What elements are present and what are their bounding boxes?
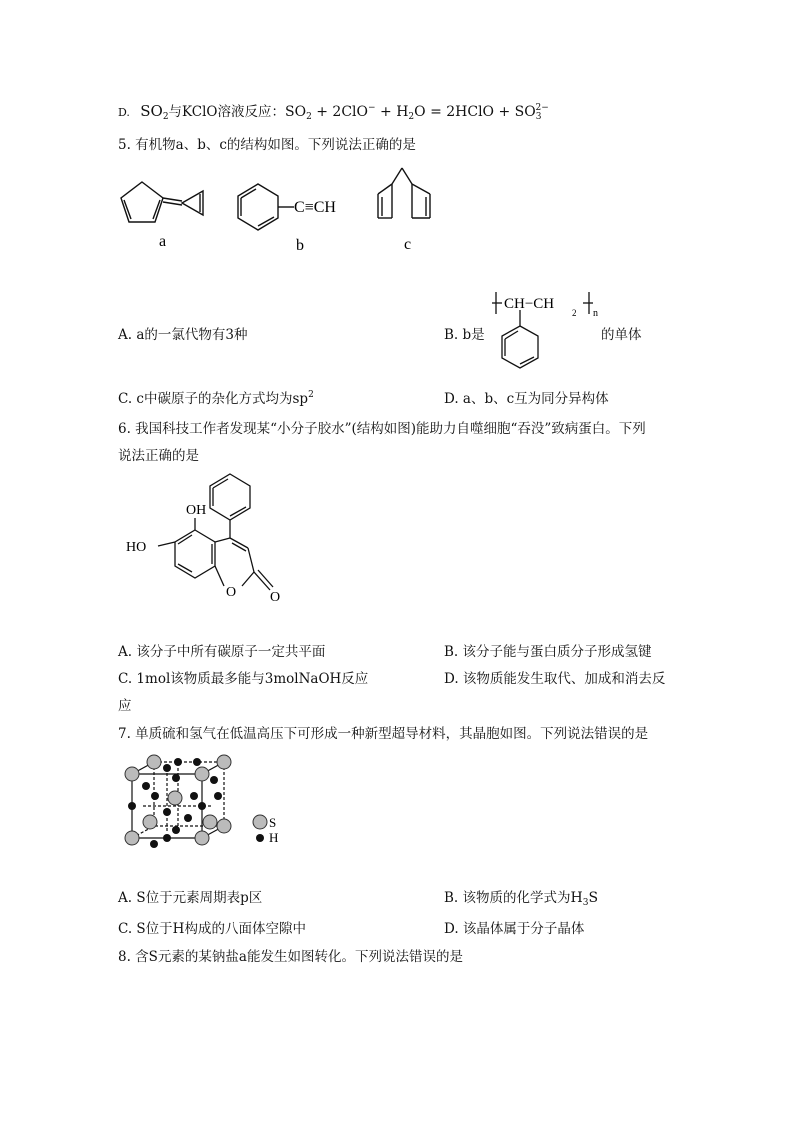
oh-label-top: OH xyxy=(186,503,207,518)
q6-option-b: B. 该分子能与蛋白质分子形成氢键 xyxy=(444,644,652,660)
q6-molecule xyxy=(120,470,300,610)
q6-option-a: A. 该分子中所有碳原子一定共平面 xyxy=(118,644,326,660)
b-triple: C≡CH xyxy=(294,199,336,216)
q7-option-c: C. S位于H构成的八面体空隙中 xyxy=(118,921,306,937)
oh-label-left: HO xyxy=(126,540,147,555)
q5-structures xyxy=(110,160,470,260)
carbonyl-oxygen: O xyxy=(270,590,281,605)
legend-h-label: H xyxy=(269,830,279,845)
q5-option-a: A. a的一氯代物有3种 xyxy=(118,327,248,343)
q5-option-d: D. a、b、c互为同分异构体 xyxy=(444,391,609,407)
q7-option-d: D. 该晶体属于分子晶体 xyxy=(444,921,585,937)
q5-option-b-prefix: B. b是 xyxy=(444,327,485,343)
legend-s-marker xyxy=(253,815,267,829)
label-c: c xyxy=(404,236,412,253)
q6-option-c: C. 1mol该物质最多能与3molNaOH反应 xyxy=(118,671,369,687)
label-b: b xyxy=(296,237,304,254)
structure-c xyxy=(378,168,430,218)
q8-stem: 8. 含S元素的某钠盐a能发生如图转化。下列说法错误的是 xyxy=(118,949,463,965)
polymer-n: n xyxy=(593,308,598,319)
q7-option-a: A. S位于元素周期表p区 xyxy=(118,890,263,906)
q6-option-d-wrap: 应 xyxy=(118,698,132,714)
q7-stem: 7. 单质硫和氢气在低温高压下可形成一种新型超导材料，其晶胞如图。下列说法错误的是 xyxy=(118,726,649,742)
polymer-chain: CH−CH xyxy=(504,296,555,312)
legend-h-marker xyxy=(256,834,264,842)
q6-stem-line1: 6. 我国科技工作者发现某“小分子胶水”(结构如图)能助力自噬细胞“吞没”致病蛋白。下列 xyxy=(118,421,646,437)
ring-oxygen: O xyxy=(226,585,237,600)
legend-s-label: S xyxy=(269,815,277,830)
polystyrene-structure xyxy=(490,284,610,374)
structure-a xyxy=(121,182,203,222)
q6-stem-line2: 说法正确的是 xyxy=(118,448,199,464)
q4-option-d: D. $SO_2$与KClO溶液反应：$SO_2 + 2ClO^- + H_2O$ = 2HClO + $SO_3^{2-}$ xyxy=(118,102,549,122)
q6-option-d: D. 该物质能发生取代、加成和消去反 xyxy=(444,671,666,687)
q5-option-b-suffix: 的单体 xyxy=(601,327,642,343)
label-a: a xyxy=(159,233,167,250)
q5-stem: 5. 有机物a、b、c的结构如图。下列说法正确的是 xyxy=(118,137,416,153)
q5-option-c: C. c中碳原子的杂化方式均为$sp^2$ xyxy=(118,390,314,407)
q7-option-b: B. 该物质的化学式为$H_3S$ xyxy=(444,890,599,908)
structure-b xyxy=(238,184,294,230)
polymer-sub: 2 xyxy=(572,308,577,318)
crystal-cell-diagram xyxy=(118,750,298,860)
